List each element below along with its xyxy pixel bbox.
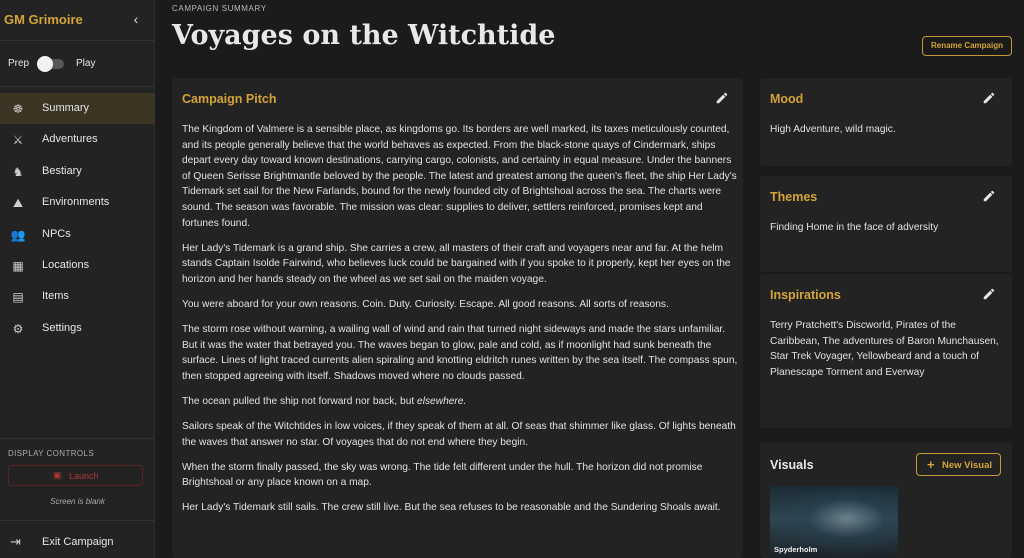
plus-icon: + bbox=[927, 457, 935, 472]
sidebar-item-npcs[interactable] bbox=[0, 219, 155, 250]
card-title: Themes bbox=[770, 190, 818, 204]
page-title: Voyages on the Witchtide bbox=[172, 20, 556, 51]
visual-thumbnail[interactable] bbox=[770, 486, 898, 558]
sidebar-item-label: Environments bbox=[42, 196, 110, 209]
compass-icon: ☸ bbox=[12, 102, 24, 116]
sidebar-item-label: Adventures bbox=[42, 133, 98, 146]
sidebar-item-items[interactable] bbox=[0, 281, 155, 312]
divider bbox=[0, 438, 155, 439]
sidebar-item-label: Items bbox=[42, 290, 69, 303]
card-title: Mood bbox=[770, 92, 804, 106]
landscape-icon: ⛰ bbox=[12, 196, 24, 211]
map-icon: ▦ bbox=[12, 258, 24, 273]
exit-campaign-label: Exit Campaign bbox=[42, 536, 114, 548]
themes-card bbox=[760, 176, 1012, 272]
pitch-paragraph: Sailors speak of the Witchtides in low voices, if they speak of them at all. Of seas that shimmer like glass. Of lights beneath the waves that answer no star. Of voyages that do not end where they begin. bbox=[182, 421, 736, 448]
chest-icon: ▤ bbox=[12, 290, 24, 305]
sidebar-item-locations[interactable] bbox=[0, 250, 155, 281]
visuals-card bbox=[760, 443, 1012, 558]
display-controls-title: DISPLAY CONTROLS bbox=[8, 449, 95, 458]
sidebar-item-label: Locations bbox=[42, 258, 90, 271]
sidebar-item-label: NPCs bbox=[42, 227, 71, 240]
sidebar-item-summary[interactable] bbox=[0, 93, 155, 124]
edit-pencil-icon[interactable] bbox=[982, 91, 998, 107]
prep-label: Prep bbox=[8, 58, 30, 69]
prep-play-switch[interactable] bbox=[38, 59, 64, 69]
pitch-paragraph: The storm rose without warning, a wailing wall of wind and rain that turned night sideways and made the stars unfamiliar. But it was the water that betrayed you. The waves began to glow, pale and cold, as if moonlight had sunk beneath the surface. Lines of light traced currents alien spiraling and knotting eldritch runes written by the sea itself. The compass spun, then stopped agreeing with itself. Shadows moved where no clouds passed. bbox=[182, 324, 738, 382]
inspirations-card bbox=[760, 274, 1012, 428]
dragon-icon: ♞ bbox=[12, 164, 24, 179]
pitch-paragraph: When the storm finally passed, the sky was wrong. The tide felt different under the hull. The horizon did not promise Brightshoal or any place known on a map. bbox=[182, 461, 703, 489]
people-icon: 👥 bbox=[10, 227, 26, 242]
gear-icon: ⚙ bbox=[12, 321, 24, 336]
play-label: Play bbox=[76, 58, 96, 69]
brand-header bbox=[0, 0, 155, 41]
divider bbox=[0, 86, 155, 87]
card-title: Inspirations bbox=[770, 288, 841, 302]
sidebar-item-adventures[interactable] bbox=[0, 124, 155, 155]
campaign-pitch-card bbox=[172, 78, 743, 558]
sidebar-item-environments[interactable] bbox=[0, 187, 155, 218]
app-title: GM Grimoire bbox=[4, 12, 83, 27]
card-title: Visuals bbox=[770, 458, 814, 472]
rename-campaign-button[interactable]: Rename Campaign bbox=[922, 36, 1012, 56]
sidebar bbox=[0, 0, 155, 558]
pitch-paragraph bbox=[182, 394, 738, 410]
launch-button[interactable] bbox=[8, 465, 143, 486]
exit-campaign-button[interactable] bbox=[0, 528, 155, 556]
card-title: Campaign Pitch bbox=[182, 92, 277, 106]
pitch-text-run: The ocean pulled the ship not forward nor back, but bbox=[182, 395, 418, 407]
breadcrumb: CAMPAIGN SUMMARY bbox=[172, 4, 267, 13]
themes-text: Finding Home in the face of adversity bbox=[770, 222, 939, 233]
sidebar-item-label: Bestiary bbox=[42, 164, 82, 177]
mood-card bbox=[760, 78, 1012, 166]
mode-toggle-row bbox=[0, 52, 155, 76]
exit-door-icon: ⇥ bbox=[10, 534, 21, 549]
pitch-paragraph: The Kingdom of Valmere is a sensible place, as kingdoms go. Its borders are well marked, its taxes meticulously counted, and its people generally believe that the world behaves as expected. From the black-stone quays of Cindermark, ships depart every day toward known destinations, carrying cargo, colonists, and certainty in equal measure. Under the banners of Queen Serisse Brightmantle beloved by the people. The latest and greatest among the queen's fleet, the ship Her Lady's Tidemark set sail for the New Farlands, bound for the newly founded city of Brightshoal across the sea. The charts were sound. The season was favorable. The mission was clear: supplies to deliver, settlers reinforced, promises kept and fortunes found. bbox=[182, 124, 737, 229]
new-visual-button[interactable] bbox=[916, 453, 1001, 476]
sidebar-item-bestiary[interactable] bbox=[0, 156, 155, 187]
pitch-emphasis: elsewhere. bbox=[417, 395, 467, 407]
switch-knob bbox=[37, 56, 53, 72]
mood-text: High Adventure, wild magic. bbox=[770, 124, 896, 135]
sword-icon: ⚔ bbox=[12, 133, 24, 148]
launch-icon: ▣ bbox=[53, 470, 62, 480]
new-visual-label: New Visual bbox=[942, 460, 992, 471]
pitch-paragraph: Her Lady's Tidemark is a grand ship. She carries a crew, all masters of their craft and voyagers near and far. At the helm stands Captain Isolde Fairwind, who believes luck could be bargained with if you spoke to it properly, kept her eyes on the horizon and her hands steady on the wheel as we set sail on the maiden voyage. bbox=[182, 242, 731, 285]
sidebar-item-label: Settings bbox=[42, 321, 82, 334]
launch-label: Launch bbox=[69, 471, 99, 481]
inspirations-text: Terry Pratchett's Discworld, Pirates of the Caribbean, The adventures of Baron Munchausen, Star Trek Voyager, Yellowbeard and a touch of Planescape Torment and Everway bbox=[770, 320, 999, 378]
sidebar-item-settings[interactable] bbox=[0, 313, 155, 344]
edit-pencil-icon[interactable] bbox=[715, 91, 731, 107]
edit-pencil-icon[interactable] bbox=[982, 287, 998, 303]
edit-pencil-icon[interactable] bbox=[982, 189, 998, 205]
pitch-paragraph: You were aboard for your own reasons. Coin. Duty. Curiosity. Escape. All good reasons. All sorts of reasons. bbox=[182, 298, 669, 310]
chevron-left-icon[interactable]: ‹ bbox=[133, 11, 139, 27]
display-status: Screen is blank bbox=[50, 497, 105, 506]
pitch-text bbox=[182, 122, 738, 525]
visual-caption: Spyderholm bbox=[774, 545, 818, 554]
sidebar-item-label: Summary bbox=[42, 102, 90, 114]
divider bbox=[0, 520, 155, 521]
sidebar-nav bbox=[0, 93, 155, 344]
pitch-paragraph: Her Lady's Tidemark still sails. The crew still live. But the sea refuses to be reasonable and the Sundering Shoals await. bbox=[182, 502, 721, 514]
